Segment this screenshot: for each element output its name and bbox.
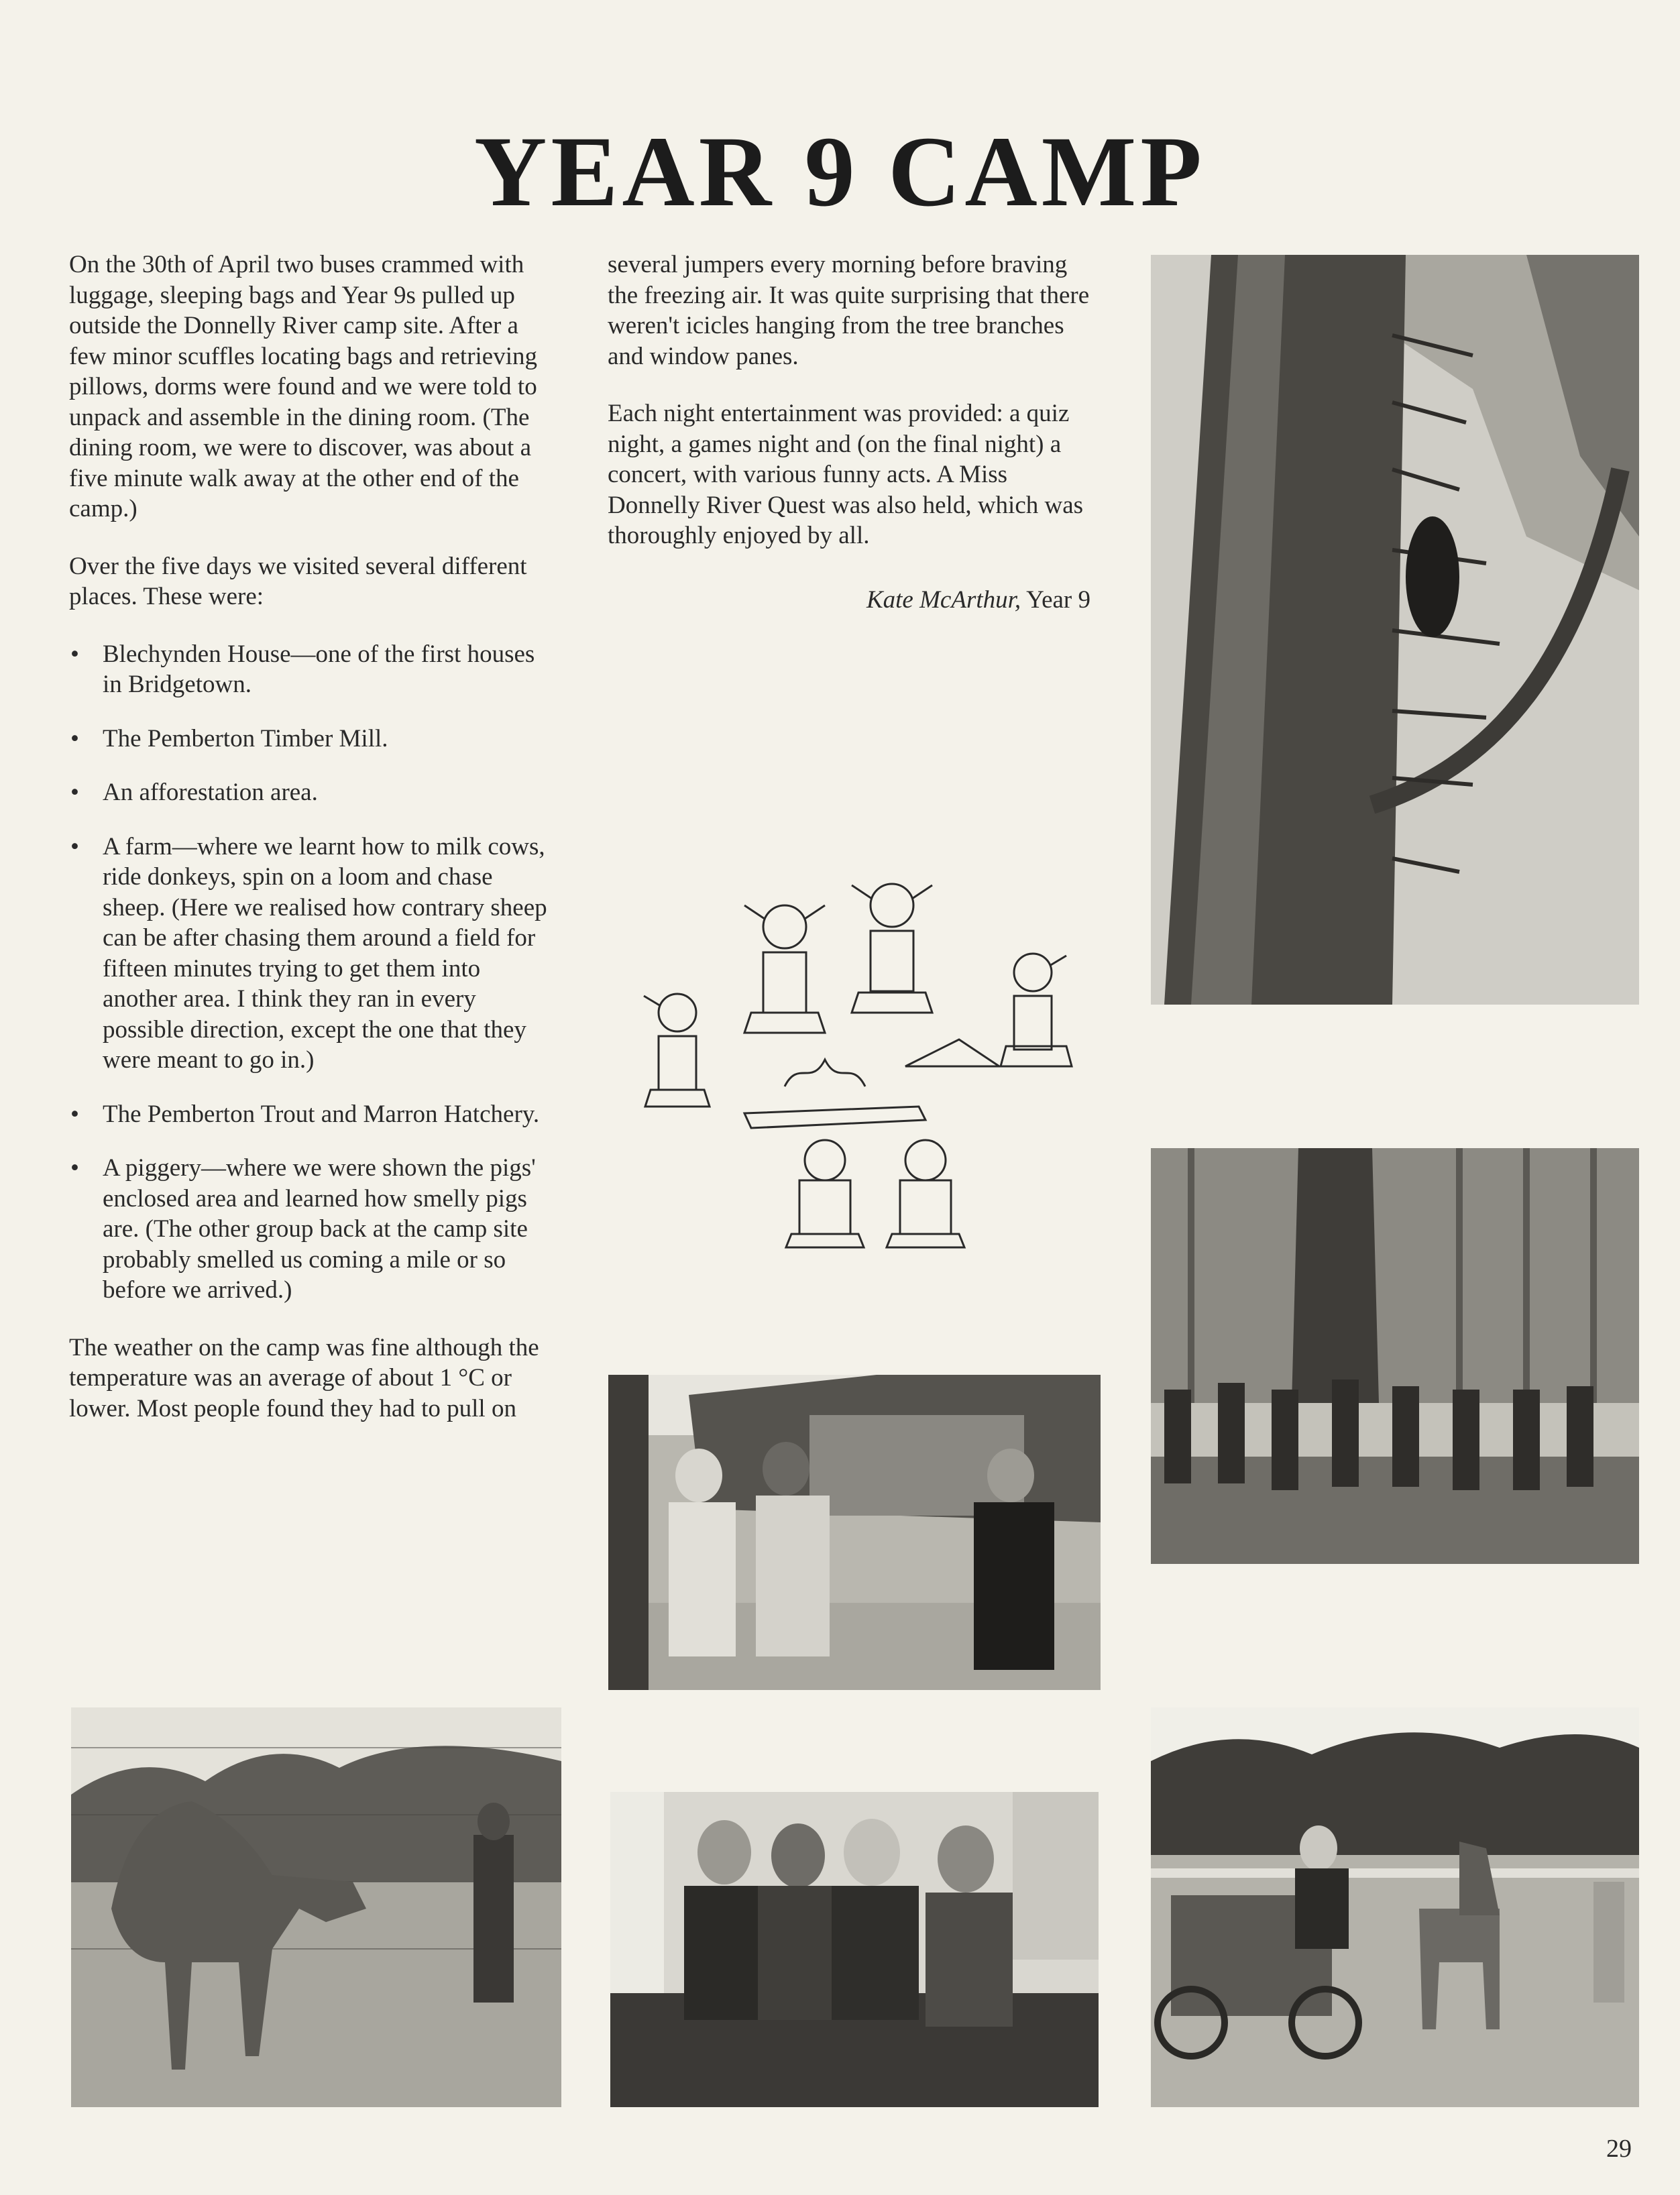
bullet: • — [70, 832, 79, 860]
entertainment-paragraph: Each night entertainment was provided: a quiz night, a games night and (on the final night) a concert, with various funny acts. A Miss Donnelly River Quest was also held, which was thoroughly enjoyed by all. — [608, 400, 1084, 549]
places-list — [69, 639, 552, 1306]
photo-donkey-cart — [1151, 1707, 1639, 2107]
bullet: • — [70, 640, 79, 668]
photo-girls-seated — [610, 1792, 1099, 2107]
bullet: • — [70, 1154, 79, 1182]
page-number: 29 — [1606, 2135, 1632, 2163]
byline — [608, 585, 1090, 616]
page-title: YEAR 9 CAMP — [474, 116, 1206, 227]
byline-year: Year 9 — [1026, 585, 1090, 614]
weather-paragraph-continued: several jumpers every morning before braving the freezing air. It was quite surprising that there weren't icicles hanging from the tree branches and window panes. — [608, 251, 1090, 370]
photo-forest-group — [1151, 1148, 1639, 1564]
list-item: • An afforestation area. — [69, 777, 552, 808]
list-item: • A farm—where we learnt how to milk cows, ride donkeys, spin on a loom and chase sheep. (Here we realised how contrary sheep can be after chasing them around a field for fifteen minutes trying to get them into another area. I think they ran in every possible direction, except the one that they were meant to go in.) — [70, 832, 547, 1074]
list-item: • The Pemberton Timber Mill. — [69, 724, 552, 754]
list-item: • A piggery—where we were shown the pigs' enclosed area and learned how smelly pigs are. (The other group back at the camp site probably smelled us coming a mile or so before we arrived.) — [70, 1154, 536, 1304]
photo-camel — [71, 1707, 561, 2107]
bullet: • — [70, 724, 79, 752]
bullet: • — [70, 1100, 79, 1128]
list-item: • Blechynden House—one of the first houses in Bridgetown. — [70, 640, 535, 698]
weather-paragraph-start: The weather on the camp was fine although the temperature was an average of about 1 °C or lower. Most people found they had to pull on — [69, 1333, 539, 1422]
article-column-left — [69, 249, 552, 1451]
list-item: • The Pemberton Trout and Marron Hatchery. — [69, 1099, 552, 1130]
campfire-drawing — [624, 865, 1080, 1261]
byline-author: Kate McArthur, — [866, 585, 1021, 614]
article-column-right — [608, 249, 1090, 615]
intro-paragraph: On the 30th of April two buses crammed with luggage, sleeping bags and Year 9s pulled up outside the Donnelly River camp site. After a few minor scuffles locating bags and retrieving pillows, dorms were found and we were told to unpack and assemble in the dining room. (The dining room, we were to discover, was about a five minute walk away at the other end of the camp.) — [69, 251, 537, 522]
places-intro: Over the five days we visited several different places. These were: — [69, 552, 527, 610]
bullet: • — [70, 779, 79, 806]
photo-students-walking — [608, 1375, 1101, 1690]
photo-tree-climb — [1151, 255, 1639, 1005]
